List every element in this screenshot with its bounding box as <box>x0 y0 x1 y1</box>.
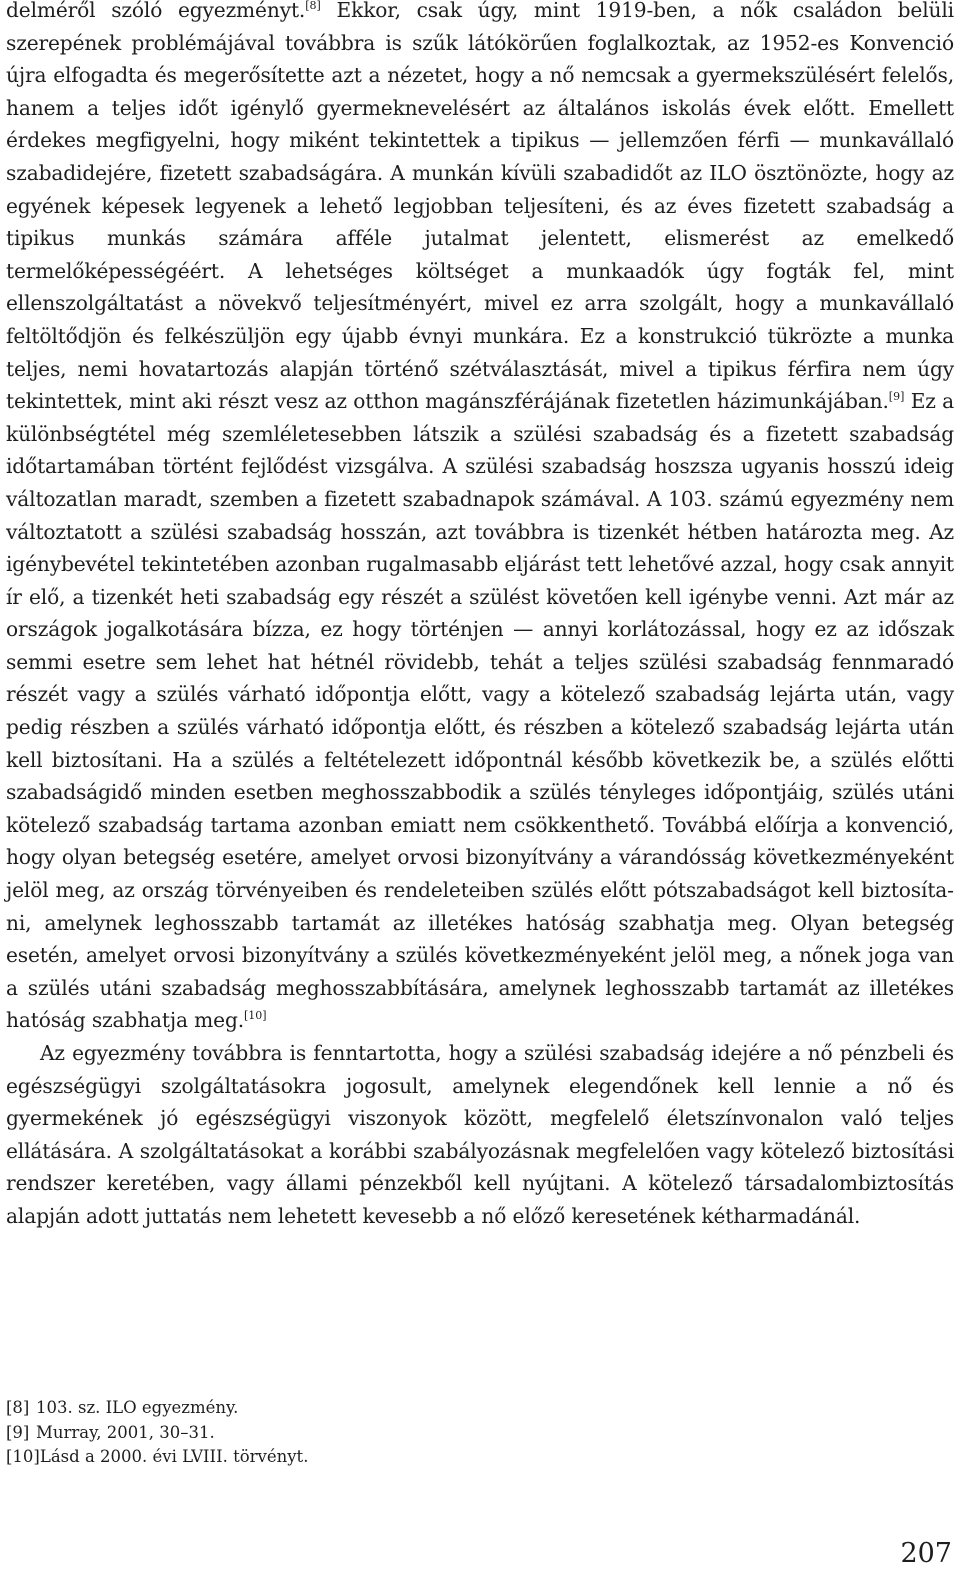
footnote-reference[interactable]: [9] <box>888 390 905 404</box>
page-number: 207 <box>900 1538 952 1569</box>
footnote-text: Murray, 2001, 30–31. <box>36 1422 215 1442</box>
body-text <box>6 0 954 1233</box>
footnote-reference[interactable]: [8] <box>305 0 321 12</box>
paragraph-text: Ekkor, csak úgy, mint 1919-ben, a nők családon belüli szerepének problémájával továbbra is szűk látókörűen foglalkoztak, az 1952-es Konvenció újra elfogadta és megerősítette azt a nézetet, hogy a nő nemcsak a gyermekszülésért felelős, hanem a teljes időt igénylő gyermeknevelésért az általános iskolás évek előtt. Emellett érdekes megfigyelni, hogy miként tekintettek a tipikus — jellemzően férfi — munkavállaló szabadidejére, fizetett szabadságára. A munkán kívüli szabadidőt az ILO ösztönözte, hogy az egyének képesek legyenek a lehető legjobban teljesíteni, és az éves fizetett szabadság a tipikus munkás számára afféle jutalmat jelentett, elismerést az emelkedő termelőképességéért. A lehetséges költséget a munkaadók úgy fogták fel, mint ellenszolgáltatást a növekvő teljesítményért, mivel ez arra szolgált, hogy a munkavállaló feltöltődjön és felkészüljön egy újabb évnyi munkára. Ez a konstrukció tükrözte a munka teljes, nemi hovatartozás alapján történő szétválasztását, mivel a tipikus férfira nem úgy tekintettek, mint aki részt vesz az otthon magánszférájának fizetetlen házimunkájában. <box>6 0 954 414</box>
paragraph <box>6 0 954 1037</box>
footnote-number: [9] <box>6 1422 30 1442</box>
footnote <box>6 1421 706 1446</box>
footnote <box>6 1396 706 1421</box>
footnote-number: [8] <box>6 1398 30 1417</box>
paragraph-text: delméről szóló egyezményt. <box>6 0 306 22</box>
paragraph-text: Az egyezmény továbbra is fenntartotta, hogy a szülési szabadság idejére a nő pénzbeli és egészségügyi szolgáltatásokra jogosult, amelynek elegendőnek kell lennie a nő és gyermekének jó egészségügyi viszonyok között, megfelelő életszínvonalon való teljes ellátására. A szolgáltatásokat a korábbi szabályozásnak megfelelően vagy kötelező biztosítási rendszer keretében, vagy állami pénzekből kell nyújtani. A kötelező társadalombiztosítás alapján adott juttatás nem lehetett kevesebb a nő előző keresetének kétharmadánál. <box>6 1041 954 1228</box>
footnote-number: [10] <box>6 1447 40 1466</box>
paragraph-text: Ez a különbségtétel még szemléletesebben látszik a szülési szabadság és a fizetett szabadság időtartamában történt fejlődést vizsgálva. A szülési szabadság hoszsza ugyanis hosszú ideig változatlan maradt, szemben a fizetett szabadnapok számával. A 103. számú egyezmény nem változtatott a szülési szabadság hosszán, azt továbbra is tizenkét hétben határozta meg. Az igénybevétel tekintetében azonban rugalmasabb eljárást tett lehetővé azzal, hogy csak annyit ír elő, a tizenkét heti szabadság egy részét a szülést követően kell igénybe venni. Azt már az országok jogalkotására bízza, ez hogy történjen — annyi korlátozással, hogy ez az időszak semmi esetre sem lehet hat hétnél rövidebb, tehát a teljes szülési szabadság fennmaradó részét vagy a szülés várható időpontja előtt, vagy a kötelező szabadság lejárta után, vagy pedig részben a szülés várható időpontja előtt, és részben a kötelező szabadság lejárta után kell biztosítani. Ha a szülés a feltételezett időpontnál később következik be, a szülés előtti szabadságidő minden esetben meghosszabbodik a szülés tényleges időpontjáig, szülés utáni kötelező szabadság tartama azonban emiatt nem csökkenthető. Továbbá előírja a konvenció, hogy olyan betegség esetére, amelyet orvosi bizonyítvány a várandósság következményeként jelöl meg, az ország törvényeiben és rendeleteiben szülés előtt pótszabadságot kell biztosítani, amelynek leghosszabb tartamát az illetékes hatóság szabhatja meg. Olyan betegség esetén, amelyet orvosi bizonyítvány a szülés következményeként jelöl meg, a nőnek joga van a szülés utáni szabadság meghosszabbítására, amelynek leghosszabb tartamát az illetékes hatóság szabhatja meg. <box>6 389 954 1033</box>
paragraph <box>6 1037 954 1233</box>
footnote-text: Lásd a 2000. évi LVIII. törvényt. <box>39 1447 309 1466</box>
footnote-text: 103. sz. ILO egyezmény. <box>36 1398 239 1417</box>
footnote-reference[interactable]: [10] <box>243 1009 267 1023</box>
footnote <box>6 1445 706 1470</box>
footnotes <box>6 1396 706 1470</box>
